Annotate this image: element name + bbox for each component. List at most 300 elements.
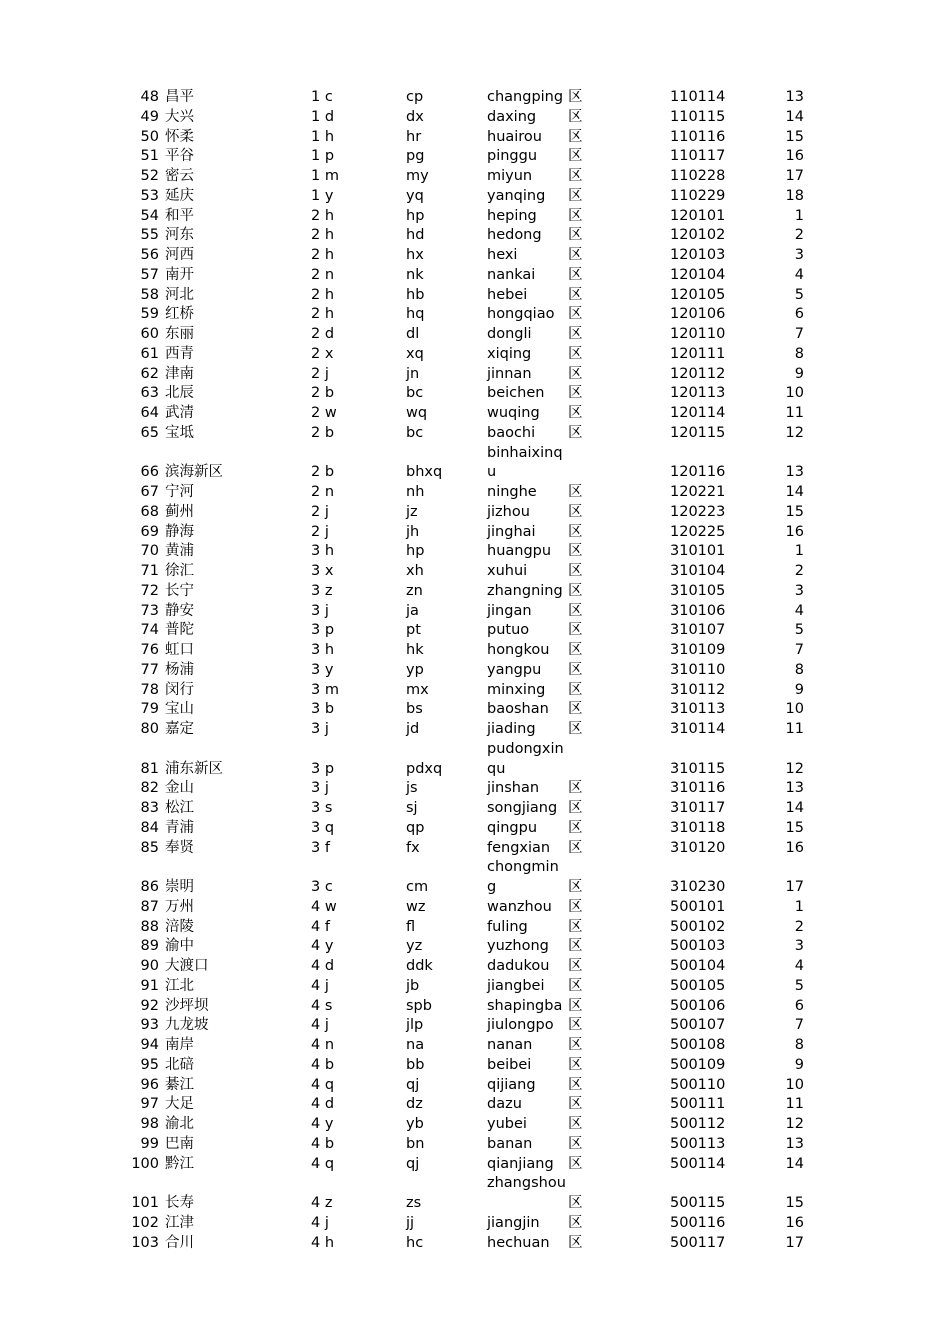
admin-code-cell: 310112 [670, 681, 726, 698]
sequence-number-cell: 12 [785, 1116, 804, 1132]
row-number-cell: 61 [140, 345, 159, 362]
group-initial-cell: 2 n [311, 266, 335, 283]
group-initial-cell: 2 b [311, 385, 335, 402]
row-number-cell: 58 [140, 286, 159, 303]
pinyin-cell: qianjiang [487, 1155, 554, 1172]
district-suffix-cell: 区 [568, 819, 583, 836]
district-suffix-cell: 区 [568, 918, 583, 935]
abbreviation-cell: js [406, 780, 418, 797]
district-suffix-cell: 区 [568, 345, 583, 362]
sequence-number-cell: 4 [794, 958, 804, 974]
row-number-cell: 50 [140, 128, 159, 145]
group-initial-cell: 2 w [311, 405, 337, 421]
pinyin-cell: dadukou [487, 958, 550, 974]
district-name-cell: 黄浦 [165, 543, 194, 560]
pinyin-cell: jiangjin [487, 1214, 540, 1231]
table-row [0, 799, 950, 819]
table-row [0, 325, 950, 345]
district-name-cell: 南岸 [165, 1037, 194, 1053]
sequence-number-cell: 14 [785, 1155, 804, 1172]
sequence-number-cell: 15 [785, 503, 804, 520]
table-row [0, 1135, 950, 1155]
group-initial-cell: 3 p [311, 760, 335, 777]
district-suffix-cell: 区 [568, 1076, 583, 1093]
sequence-number-cell: 5 [794, 286, 804, 303]
row-number-cell: 79 [140, 701, 159, 718]
sequence-number-cell: 15 [785, 128, 804, 145]
pinyin-cell: dazu [487, 1096, 522, 1113]
pinyin-cell: shapingba [487, 997, 563, 1014]
abbreviation-cell: mx [406, 681, 429, 698]
group-initial-cell: 1 m [311, 168, 339, 184]
abbreviation-cell: my [406, 168, 429, 184]
row-number-cell: 94 [140, 1037, 159, 1053]
pinyin-cell: hongkou [487, 642, 550, 658]
pinyin-cell: pudongxinqu [487, 740, 564, 777]
district-name-cell: 江津 [165, 1214, 194, 1231]
pinyin-cell: jiulongpo [487, 1017, 554, 1034]
district-suffix-cell: 区 [568, 89, 583, 105]
district-suffix-cell: 区 [568, 187, 583, 204]
sequence-number-cell: 2 [794, 563, 804, 579]
sequence-number-cell: 4 [794, 266, 804, 283]
group-initial-cell: 4 f [311, 918, 330, 935]
district-name-cell: 渝中 [165, 938, 194, 955]
district-suffix-cell: 区 [568, 1155, 583, 1172]
abbreviation-cell: hc [406, 1234, 424, 1251]
district-name-cell: 嘉定 [165, 721, 194, 737]
table-row [0, 424, 950, 444]
table-row [0, 128, 950, 148]
table-row [0, 226, 950, 246]
table-row [0, 365, 950, 385]
pinyin-cell: jiangbei [487, 977, 545, 994]
district-name-cell: 大足 [165, 1096, 194, 1113]
table-row [0, 1214, 950, 1234]
pinyin-cell: daxing [487, 108, 537, 125]
row-number-cell: 63 [140, 385, 159, 402]
admin-code-cell: 500107 [670, 1017, 726, 1034]
district-name-cell: 虹口 [165, 642, 194, 658]
district-name-cell: 武清 [165, 405, 194, 421]
sequence-number-cell: 13 [785, 1135, 804, 1152]
abbreviation-cell: pt [406, 622, 421, 639]
sequence-number-cell: 14 [785, 108, 804, 125]
sequence-number-cell: 15 [785, 1195, 804, 1211]
group-initial-cell: 2 n [311, 484, 335, 500]
district-suffix-cell: 区 [568, 800, 583, 816]
district-name-cell: 滨海新区 [165, 464, 223, 481]
group-initial-cell: 2 j [311, 365, 329, 382]
row-number-cell: 85 [140, 839, 159, 856]
table-row [0, 681, 950, 701]
district-suffix-cell: 区 [568, 168, 583, 184]
pinyin-cell: pinggu [487, 148, 538, 165]
table-row [0, 819, 950, 839]
district-name-cell: 南开 [165, 266, 194, 283]
table-row [0, 384, 950, 404]
pinyin-cell: minxing [487, 681, 546, 698]
abbreviation-cell: bn [406, 1135, 425, 1152]
district-suffix-cell: 区 [568, 148, 583, 165]
row-number-cell: 49 [140, 108, 159, 125]
abbreviation-cell: nh [406, 484, 425, 500]
group-initial-cell: 3 x [311, 563, 334, 579]
table-row [0, 345, 950, 365]
row-number-cell: 66 [140, 464, 159, 481]
abbreviation-cell: hk [406, 642, 424, 658]
sequence-number-cell: 8 [794, 661, 804, 678]
sequence-number-cell: 13 [785, 464, 804, 481]
row-number-cell: 95 [140, 1056, 159, 1073]
sequence-number-cell: 10 [785, 701, 804, 718]
table-row [0, 404, 950, 424]
district-suffix-cell: 区 [568, 266, 583, 283]
admin-code-cell: 120110 [670, 326, 726, 342]
admin-code-cell: 120105 [670, 286, 726, 303]
row-number-cell: 86 [140, 879, 159, 895]
admin-code-cell: 310109 [670, 642, 726, 658]
admin-code-cell: 120225 [670, 523, 726, 540]
admin-code-cell: 110117 [670, 148, 726, 165]
district-suffix-cell: 区 [568, 780, 583, 797]
table-row [0, 266, 950, 286]
admin-code-cell: 500115 [670, 1195, 726, 1211]
abbreviation-cell: bs [406, 701, 423, 718]
admin-code-cell: 310114 [670, 721, 726, 737]
table-row [0, 483, 950, 503]
table-row [0, 779, 950, 799]
row-number-cell: 56 [140, 247, 159, 263]
sequence-number-cell: 3 [794, 247, 804, 263]
group-initial-cell: 2 h [311, 306, 335, 323]
sequence-number-cell: 1 [794, 898, 804, 915]
sequence-number-cell: 14 [785, 484, 804, 500]
table-row [0, 1056, 950, 1076]
district-suffix-cell: 区 [568, 563, 583, 579]
district-name-cell: 杨浦 [165, 661, 194, 678]
district-name-cell: 大渡口 [165, 958, 209, 974]
group-initial-cell: 3 z [311, 582, 333, 599]
table-row [0, 1036, 950, 1056]
pinyin-cell: jinnan [487, 365, 532, 382]
table-row [0, 1155, 950, 1175]
abbreviation-cell: pg [406, 148, 425, 165]
row-number-cell: 93 [140, 1017, 159, 1034]
group-initial-cell: 3 b [311, 701, 335, 718]
district-suffix-cell: 区 [568, 1096, 583, 1113]
group-initial-cell: 3 j [311, 780, 329, 797]
district-name-cell: 宝坻 [165, 424, 194, 441]
pinyin-cell: xiqing [487, 345, 532, 362]
district-name-cell: 松江 [165, 800, 194, 816]
table-row [0, 1016, 950, 1036]
group-initial-cell: 1 y [311, 187, 334, 204]
admin-code-cell: 310107 [670, 622, 726, 639]
group-initial-cell: 1 c [311, 89, 333, 105]
admin-code-cell: 500117 [670, 1234, 726, 1251]
admin-code-cell: 310104 [670, 563, 726, 579]
sequence-number-cell: 10 [785, 1076, 804, 1093]
district-suffix-cell: 区 [568, 286, 583, 303]
pinyin-cell: zhangning [487, 582, 563, 599]
district-name-cell: 长寿 [165, 1195, 194, 1211]
abbreviation-cell: jh [406, 523, 420, 540]
group-initial-cell: 4 j [311, 1017, 329, 1034]
row-number-cell: 62 [140, 365, 159, 382]
row-number-cell: 68 [140, 503, 159, 520]
row-number-cell: 73 [140, 602, 159, 619]
district-name-cell: 崇明 [165, 879, 194, 895]
district-name-cell: 巴南 [165, 1135, 194, 1152]
admin-code-cell: 120221 [670, 484, 726, 500]
district-name-cell: 东丽 [165, 326, 194, 342]
table-row [0, 1095, 950, 1115]
pinyin-cell: chongming [487, 859, 559, 895]
group-initial-cell: 4 d [311, 958, 335, 974]
admin-code-cell: 310110 [670, 661, 726, 678]
group-initial-cell: 4 w [311, 898, 337, 915]
sequence-number-cell: 12 [785, 760, 804, 777]
pinyin-cell: ninghe [487, 484, 537, 500]
pinyin-cell: huangpu [487, 543, 552, 560]
district-name-cell: 金山 [165, 780, 194, 797]
district-suffix-cell: 区 [568, 879, 583, 895]
sequence-number-cell: 16 [785, 148, 804, 165]
admin-code-cell: 500108 [670, 1037, 726, 1053]
group-initial-cell: 4 y [311, 1116, 334, 1132]
admin-code-cell: 500102 [670, 918, 726, 935]
sequence-number-cell: 16 [785, 1214, 804, 1231]
pinyin-cell: hexi [487, 247, 518, 263]
abbreviation-cell: qj [406, 1076, 420, 1093]
district-name-cell: 綦江 [165, 1076, 194, 1093]
admin-code-cell: 310120 [670, 839, 726, 856]
table-row [0, 997, 950, 1017]
admin-code-cell: 500114 [670, 1155, 726, 1172]
row-number-cell: 103 [131, 1234, 159, 1251]
admin-code-cell: 120223 [670, 503, 726, 520]
sequence-number-cell: 11 [785, 1096, 804, 1113]
abbreviation-cell: jlp [406, 1017, 424, 1034]
table-row [0, 1076, 950, 1096]
sequence-number-cell: 17 [785, 879, 804, 895]
district-suffix-cell: 区 [568, 681, 583, 698]
district-name-cell: 闵行 [165, 681, 194, 698]
district-name-cell: 涪陵 [165, 918, 194, 935]
district-name-cell: 红桥 [165, 306, 194, 323]
admin-code-cell: 120111 [670, 345, 726, 362]
abbreviation-cell: yz [406, 938, 423, 955]
pinyin-cell: jinghai [487, 523, 536, 540]
group-initial-cell: 2 h [311, 247, 335, 263]
district-suffix-cell: 区 [568, 543, 583, 560]
group-initial-cell: 3 p [311, 622, 335, 639]
abbreviation-cell: hd [406, 227, 425, 244]
row-number-cell: 101 [131, 1195, 159, 1211]
sequence-number-cell: 16 [785, 523, 804, 540]
district-name-cell: 黔江 [165, 1155, 194, 1172]
abbreviation-cell: qp [406, 819, 425, 836]
admin-code-cell: 310105 [670, 582, 726, 599]
admin-code-cell: 110116 [670, 128, 726, 145]
abbreviation-cell: hb [406, 286, 425, 303]
pinyin-cell: jizhou [487, 503, 530, 520]
pinyin-cell: baoshan [487, 701, 549, 718]
district-name-cell: 河东 [165, 227, 194, 244]
table-row [0, 167, 950, 187]
row-number-cell: 54 [140, 207, 159, 224]
group-initial-cell: 3 m [311, 681, 339, 698]
pinyin-cell: yangpu [487, 661, 542, 678]
pinyin-cell: jingan [487, 602, 532, 619]
admin-code-cell: 500109 [670, 1056, 726, 1073]
abbreviation-cell: zn [406, 582, 423, 599]
district-name-cell: 河西 [165, 247, 194, 263]
sequence-number-cell: 11 [785, 405, 804, 421]
pinyin-cell: baochi [487, 424, 536, 441]
row-number-cell: 57 [140, 266, 159, 283]
pinyin-cell: qijiang [487, 1076, 536, 1093]
group-initial-cell: 4 d [311, 1096, 335, 1113]
table-row [0, 858, 950, 898]
district-name-cell: 渝北 [165, 1116, 194, 1132]
group-initial-cell: 2 h [311, 207, 335, 224]
pinyin-cell: putuo [487, 622, 530, 639]
district-name-cell: 密云 [165, 168, 194, 184]
sequence-number-cell: 5 [794, 622, 804, 639]
row-number-cell: 64 [140, 405, 159, 421]
row-number-cell: 69 [140, 523, 159, 540]
pinyin-cell: yuzhong [487, 938, 549, 955]
group-initial-cell: 2 h [311, 227, 335, 244]
group-initial-cell: 2 x [311, 345, 334, 362]
abbreviation-cell: hx [406, 247, 424, 263]
sequence-number-cell: 8 [794, 345, 804, 362]
table-row [0, 187, 950, 207]
table-row [0, 740, 950, 780]
abbreviation-cell: zs [406, 1195, 422, 1211]
district-name-cell: 静安 [165, 602, 194, 619]
abbreviation-cell: wq [406, 405, 428, 421]
group-initial-cell: 4 b [311, 1135, 335, 1152]
row-number-cell: 53 [140, 187, 159, 204]
sequence-number-cell: 5 [794, 977, 804, 994]
sequence-number-cell: 13 [785, 780, 804, 797]
row-number-cell: 59 [140, 306, 159, 323]
district-name-cell: 浦东新区 [165, 760, 223, 777]
sequence-number-cell: 9 [794, 1056, 804, 1073]
group-initial-cell: 3 s [311, 800, 333, 816]
table-row [0, 720, 950, 740]
admin-code-cell: 120104 [670, 266, 726, 283]
row-number-cell: 89 [140, 938, 159, 955]
row-number-cell: 99 [140, 1135, 159, 1152]
pinyin-cell: fengxian [487, 839, 551, 856]
group-initial-cell: 4 h [311, 1234, 335, 1251]
table-row [0, 977, 950, 997]
group-initial-cell: 4 q [311, 1155, 335, 1172]
district-name-cell: 宝山 [165, 701, 194, 718]
district-name-cell: 万州 [165, 898, 194, 915]
table-row [0, 898, 950, 918]
district-suffix-cell: 区 [568, 1234, 583, 1251]
group-initial-cell: 3 y [311, 661, 334, 678]
table-row [0, 661, 950, 681]
district-table [0, 88, 950, 1253]
group-initial-cell: 4 s [311, 997, 333, 1014]
admin-code-cell: 500112 [670, 1116, 726, 1132]
row-number-cell: 72 [140, 582, 159, 599]
sequence-number-cell: 6 [794, 306, 804, 323]
table-row [0, 641, 950, 661]
district-suffix-cell: 区 [568, 1037, 583, 1053]
admin-code-cell: 120106 [670, 306, 726, 323]
abbreviation-cell: wz [406, 898, 426, 915]
admin-code-cell: 500105 [670, 977, 726, 994]
admin-code-cell: 310113 [670, 701, 726, 718]
pinyin-cell: nanan [487, 1037, 533, 1053]
sequence-number-cell: 9 [794, 365, 804, 382]
admin-code-cell: 120102 [670, 227, 726, 244]
district-name-cell: 宁河 [165, 484, 194, 500]
abbreviation-cell: ja [406, 602, 419, 619]
district-name-cell: 大兴 [165, 108, 194, 125]
district-name-cell: 西青 [165, 345, 194, 362]
row-number-cell: 65 [140, 424, 159, 441]
admin-code-cell: 120116 [670, 464, 726, 481]
group-initial-cell: 3 j [311, 602, 329, 619]
district-name-cell: 沙坪坝 [165, 997, 209, 1014]
group-initial-cell: 4 n [311, 1037, 335, 1053]
district-suffix-cell: 区 [568, 582, 583, 599]
admin-code-cell: 120114 [670, 405, 726, 421]
pinyin-cell: hechuan [487, 1234, 550, 1251]
district-suffix-cell: 区 [568, 405, 583, 421]
district-name-cell: 北辰 [165, 385, 194, 402]
sequence-number-cell: 10 [785, 385, 804, 402]
pinyin-cell: yanqing [487, 187, 546, 204]
sequence-number-cell: 17 [785, 1234, 804, 1251]
sequence-number-cell: 4 [794, 602, 804, 619]
abbreviation-cell: dl [406, 326, 420, 342]
pinyin-cell: yubei [487, 1116, 527, 1132]
district-suffix-cell: 区 [568, 523, 583, 540]
group-initial-cell: 4 q [311, 1076, 335, 1093]
admin-code-cell: 120101 [670, 207, 726, 224]
pinyin-cell: jinshan [487, 780, 540, 797]
district-suffix-cell: 区 [568, 1116, 583, 1132]
group-initial-cell: 4 y [311, 938, 334, 955]
row-number-cell: 100 [131, 1155, 159, 1172]
row-number-cell: 77 [140, 661, 159, 678]
district-suffix-cell: 区 [568, 424, 583, 441]
row-number-cell: 80 [140, 721, 159, 737]
row-number-cell: 60 [140, 326, 159, 342]
district-suffix-cell: 区 [568, 108, 583, 125]
abbreviation-cell: xq [406, 345, 424, 362]
abbreviation-cell: yp [406, 661, 424, 678]
pinyin-cell: miyun [487, 168, 533, 184]
sequence-number-cell: 3 [794, 582, 804, 599]
group-initial-cell: 3 q [311, 819, 335, 836]
pinyin-cell: xuhui [487, 563, 528, 579]
sequence-number-cell: 13 [785, 89, 804, 105]
table-row [0, 207, 950, 227]
sequence-number-cell: 17 [785, 168, 804, 184]
table-row [0, 523, 950, 543]
district-suffix-cell: 区 [568, 721, 583, 737]
